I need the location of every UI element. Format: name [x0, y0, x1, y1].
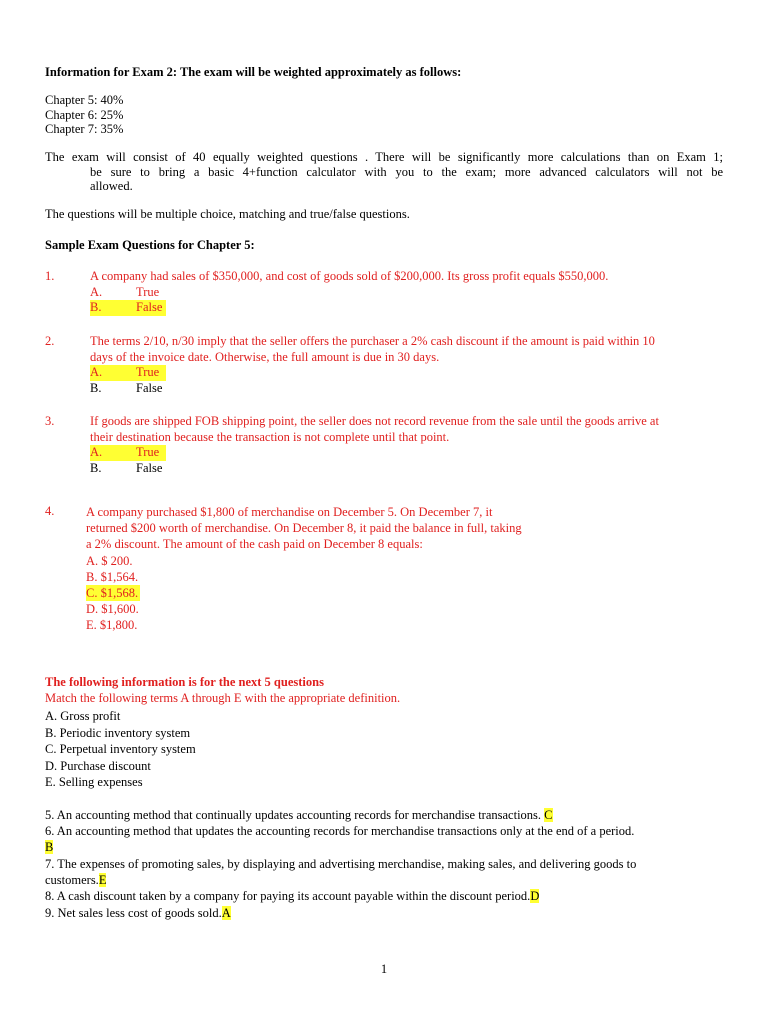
- option-b: [90, 381, 162, 397]
- weight-chapter-6: Chapter 6: 25%: [45, 107, 124, 122]
- matching-item-7: [45, 856, 735, 872]
- option-text: False: [136, 300, 163, 314]
- matching-heading: The following information is for the next 5 questions: [45, 675, 324, 689]
- term-c: C. Perpetual inventory system: [45, 742, 196, 756]
- term-d: D. Purchase discount: [45, 758, 151, 773]
- matching-item-text-cont: customers.: [45, 873, 99, 887]
- question-types-paragraph: The questions will be multiple choice, matching and true/false questions.: [45, 207, 410, 221]
- question-text-line1: A company purchased $1,800 of merchandise on December 5. On December 7, it: [86, 505, 493, 519]
- matching-instruction: Match the following terms A through E with the appropriate definition.: [45, 691, 401, 705]
- para1-line1: The exam will consist of 40 equally weighted questions . There will be significantly more calculations than on Exam 1;: [45, 150, 723, 164]
- question-text: [86, 504, 719, 552]
- weights-list: [45, 93, 723, 137]
- weight-chapter-7: Chapter 7: 35%: [45, 122, 124, 136]
- option-a-highlighted: [90, 445, 166, 461]
- question-text-line1: The terms 2/10, n/30 imply that the seller offers the purchaser a 2% cash discount if the amount is paid within 10: [90, 334, 655, 348]
- question-text-line2: returned $200 worth of merchandise. On December 8, it paid the balance in full, taking: [86, 521, 522, 535]
- matching-answer: A: [221, 906, 231, 920]
- question-number: 1.: [45, 269, 55, 283]
- matching-item-text: 5. An accounting method that continually updates accounting records for merchandise transactions.: [45, 808, 545, 822]
- option-d: D. $1,600.: [86, 602, 139, 616]
- matching-item-5: [45, 807, 735, 823]
- matching-item-text: 7. The expenses of promoting sales, by displaying and advertising merchandise, making sales, and delivering goods to: [45, 857, 637, 871]
- question-text-line1: If goods are shipped FOB shipping point, the seller does not record revenue from the sale until the goods arrive at: [90, 414, 659, 428]
- option-letter: B.: [90, 300, 102, 314]
- sample-questions-heading: Sample Exam Questions for Chapter 5:: [45, 238, 255, 252]
- question-text: [90, 334, 723, 365]
- matching-item-text: 9. Net sales less cost of goods sold.: [45, 906, 222, 920]
- option-letter: A.: [90, 285, 103, 299]
- weight-chapter-5: Chapter 5: 40%: [45, 93, 124, 107]
- matching-item-6-answer-line: [45, 839, 735, 855]
- option-a: [90, 285, 159, 301]
- option-letter: A.: [90, 445, 103, 459]
- option-text: False: [136, 381, 163, 395]
- matching-item-8: [45, 888, 735, 904]
- option-text: False: [136, 461, 163, 475]
- option-c-highlighted: C. $1,568.: [86, 586, 139, 600]
- question-number: 4.: [45, 504, 55, 518]
- question-text: A company had sales of $350,000, and cost of goods sold of $200,000. Its gross profit equals $550,000.: [90, 269, 609, 283]
- matching-item-text: 6. An accounting method that updates the accounting records for merchandise transactions only at the end of a period.: [45, 824, 635, 838]
- option-a-highlighted: [90, 365, 166, 381]
- option-b: B. $1,564.: [86, 570, 139, 584]
- question-text-line3: a 2% discount. The amount of the cash paid on December 8 equals:: [86, 537, 423, 551]
- option-letter: B.: [90, 461, 102, 475]
- question-4-options: [86, 553, 140, 633]
- matching-item-7-cont: [45, 872, 735, 888]
- matching-answer: B: [45, 840, 54, 854]
- question-text-line2: days of the invoice date. Otherwise, the full amount is due in 30 days.: [90, 349, 440, 364]
- option-text: True: [136, 365, 160, 379]
- term-b: B. Periodic inventory system: [45, 725, 191, 740]
- option-letter: B.: [90, 381, 102, 395]
- matching-item-text: 8. A cash discount taken by a company for paying its account payable within the discount period.: [45, 889, 531, 903]
- question-text: [90, 414, 723, 445]
- exam-format-paragraph: [45, 150, 723, 194]
- para1-line2: be sure to bring a basic 4+function calculator with you to the exam; more advanced calculators will not be: [90, 164, 723, 179]
- option-text: True: [136, 445, 160, 459]
- term-e: E. Selling expenses: [45, 775, 143, 789]
- option-letter: A.: [90, 365, 103, 379]
- question-number: 2.: [45, 334, 55, 348]
- option-b: [90, 461, 162, 477]
- option-e: E. $1,800.: [86, 618, 138, 632]
- matching-item-6: [45, 823, 735, 839]
- page-number: 1: [380, 962, 388, 976]
- question-number: 3.: [45, 414, 55, 428]
- matching-item-9: [45, 905, 735, 921]
- matching-answer: E: [98, 873, 107, 887]
- matching-answer: D: [530, 889, 540, 903]
- matching-answer: C: [544, 808, 553, 822]
- question-text-line2: their destination because the transaction is not complete until that point.: [90, 429, 450, 444]
- para1-line3: allowed.: [90, 179, 133, 193]
- option-b-highlighted: [90, 300, 166, 316]
- option-text: True: [136, 285, 160, 299]
- exam-info-heading: Information for Exam 2: The exam will be weighted approximately as follows:: [45, 65, 462, 79]
- option-a: A. $ 200.: [86, 554, 133, 568]
- term-a: A. Gross profit: [45, 709, 121, 723]
- matching-terms: [45, 708, 723, 791]
